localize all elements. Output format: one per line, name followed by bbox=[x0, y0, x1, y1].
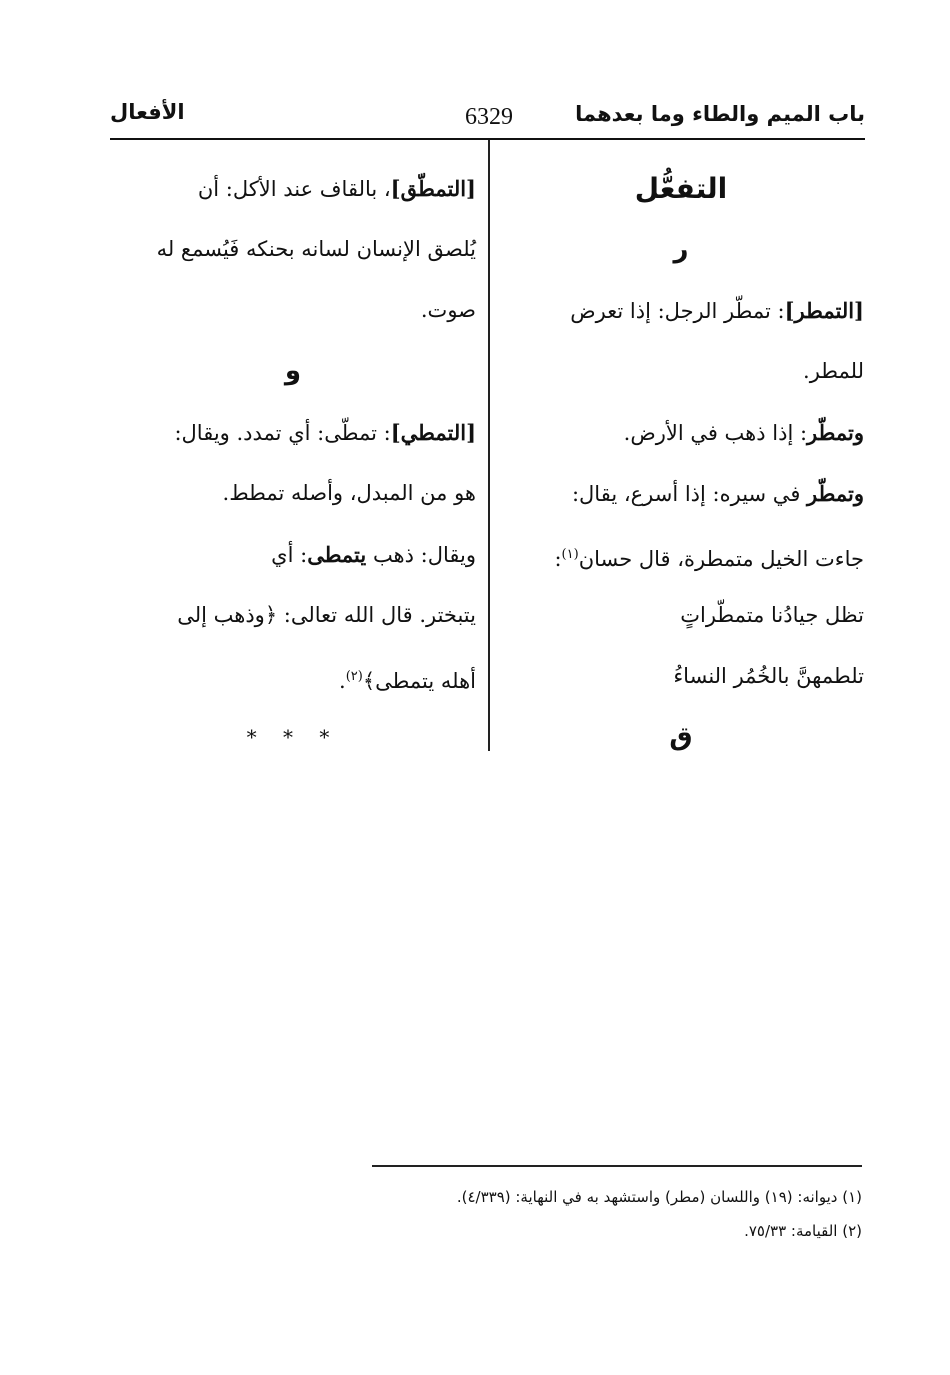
footnote-1: (١) ديوانه: (١٩) واللسان (مطر) واستشهد به في النهاية: (٤/٣٣٩). bbox=[456, 1188, 862, 1206]
footnote-2: (٢) القيامة: ٧٥/٣٣. bbox=[744, 1222, 862, 1240]
section-end-stars: * * * bbox=[246, 725, 340, 749]
footnote-ref: (١) bbox=[561, 547, 579, 562]
entry-line bbox=[498, 463, 864, 524]
left-column bbox=[110, 158, 476, 768]
entry-text: : bbox=[554, 547, 562, 571]
entry-line: يُلصق الإنسان لسانه بحنكه فَيُسمع له bbox=[156, 237, 476, 261]
entry-line bbox=[110, 158, 476, 219]
footnote-rule bbox=[372, 1165, 862, 1167]
entry-text: : تمطّر الرجل: إذا تعرض bbox=[570, 299, 785, 323]
entry-line: هو من المبدل، وأصله تمطط. bbox=[222, 481, 476, 505]
entry-text: ويقال: ذهب bbox=[372, 543, 476, 567]
chapter-title: باب الميم والطاء وما بعدهما bbox=[575, 102, 865, 126]
entry-term: [التمطّق] bbox=[390, 176, 476, 201]
page-number: 6329 bbox=[465, 104, 513, 130]
section-label: الأفعال bbox=[110, 100, 185, 124]
entry-text: جاءت الخيل متمطرة، قال حسان bbox=[578, 547, 864, 571]
entry-text: أهله يتمطى﴾ bbox=[362, 669, 476, 693]
entry-text: . bbox=[339, 669, 346, 693]
entry-text: : إذا ذهب في الأرض. bbox=[623, 421, 808, 445]
entry-line bbox=[498, 280, 864, 341]
entry-term: يتمطى bbox=[307, 542, 367, 567]
entry-line: يتبختر. قال الله تعالى: ﴿وذهب إلى bbox=[177, 603, 476, 627]
letter-heading-waw: و bbox=[284, 356, 302, 386]
entry-line bbox=[110, 524, 476, 585]
entry-line bbox=[110, 402, 476, 463]
entry-line bbox=[498, 402, 864, 463]
section-heading: التفعُّل bbox=[634, 172, 728, 205]
letter-heading-qaf: ق bbox=[669, 722, 693, 752]
entry-text: ، بالقاف عند الأكل: أن bbox=[197, 177, 391, 201]
entry-text: : تمطّى: أي تمدد. ويقال: bbox=[174, 421, 391, 445]
verse-line: تلطمهنَّ بالخُمُر النساءُ bbox=[673, 664, 864, 688]
right-column bbox=[498, 158, 864, 768]
column-divider bbox=[488, 140, 490, 751]
footnotes bbox=[330, 1180, 862, 1248]
entry-term: [التمطي] bbox=[390, 420, 476, 445]
entry-term: [التمطر] bbox=[784, 298, 864, 323]
entry-term: وتمطّر bbox=[807, 481, 864, 506]
entry-text: : أي bbox=[271, 543, 308, 567]
entry-text: في سيره: إذا أسرع، يقال: bbox=[571, 482, 801, 506]
entry-line bbox=[498, 524, 864, 585]
entry-term: وتمطّر bbox=[807, 420, 864, 445]
page-header bbox=[110, 96, 865, 136]
entry-line: صوت. bbox=[420, 298, 476, 322]
letter-heading-ra: ر bbox=[673, 234, 689, 264]
verse-line: تظل جيادُنا متمطّراتٍ bbox=[680, 603, 864, 627]
entry-line bbox=[110, 646, 476, 707]
entry-line: للمطر. bbox=[803, 359, 864, 383]
footnote-ref: (٢) bbox=[345, 669, 363, 684]
